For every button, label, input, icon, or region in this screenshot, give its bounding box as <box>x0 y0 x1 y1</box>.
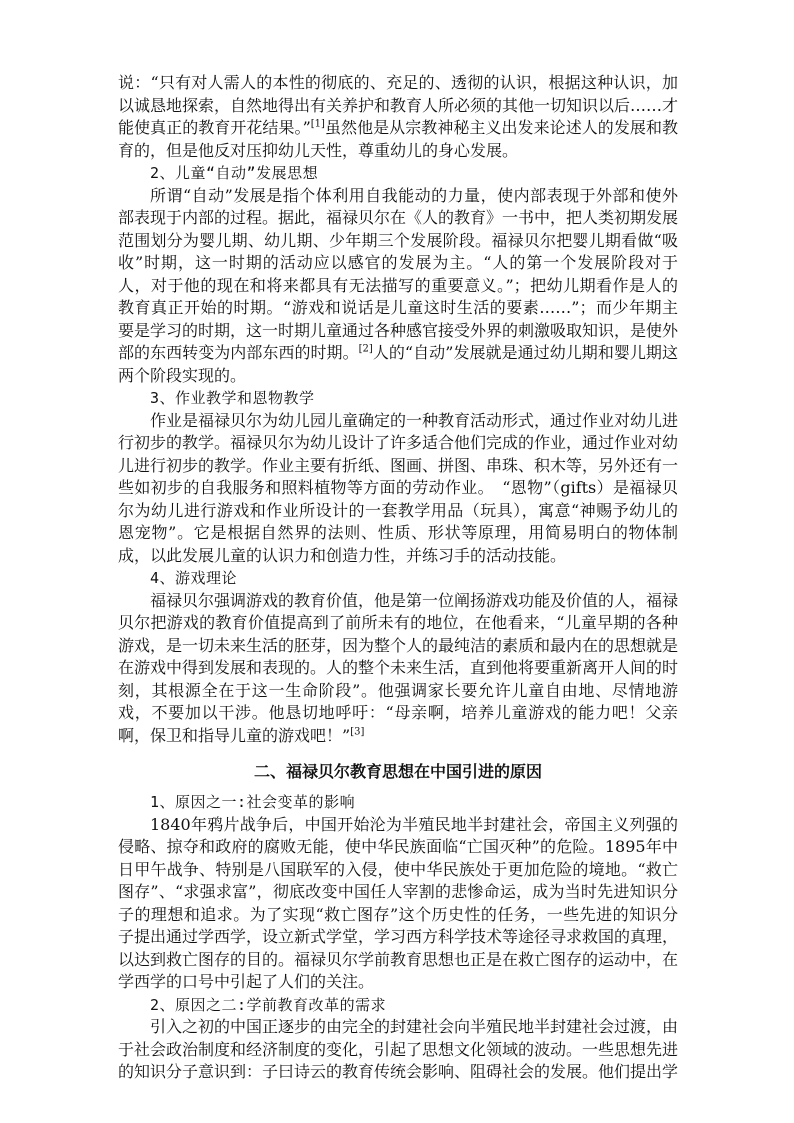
paragraph-reason-1: 1840年鸦片战争后，中国开始沦为半殖民地半封建社会，帝国主义列强的侵略、掠夺和政府的腐败无能，使中华民族面临“亡国灭种”的危险。1895年中日甲午战争、特别是八国联军的入侵，使中华民族处于更加危险的境地。“救亡图存”、“求强求富”，彻底改变中国任人宰割的悲惨命运，成为当时先进知识分子的理想和追求。为了实现“救亡图存”这个历史性的任务，一些先进的知识分子提出通过学西学，设立新式学堂，学习西方科学技术等途径寻求救国的真理，以达到救亡图存的目的。福禄贝尔学前教育思想也正是在救亡图存的运动中，在学西学的口号中引起了人们的关注。 <box>118 814 679 991</box>
citation-ref-3: [3] <box>350 726 365 738</box>
paragraph-work-and-gifts: 作业是福禄贝尔为幼儿园儿童确定的一种教育活动形式，通过作业对幼儿进行初步的教学。福禄贝尔为幼儿设计了许多适合他们完成的作业，通过作业对幼儿进行初步的教学。作业主要有折纸、图画、拼图、串珠、积木等，另外还有一些如初步的自我服务和照料植物等方面的劳动作业。 “恩物”（gifts）是福禄贝尔为幼儿进行游戏和作业所设计的一套教学用品（玩具），寓意“神赐予幼儿的恩宠物”。它是根据自然界的法则、性质、形状等原理，用简易明白的物体制成，以此发展儿童的认识力和创造力性，并练习手的活动技能。 <box>118 410 679 565</box>
subheading-auto-development: 2、儿童“自动”发展思想 <box>150 164 319 182</box>
subheading-reason-1: 1、原因之一:社会变革的影响 <box>150 793 356 811</box>
paragraph-intro: 说：“只有对人需人的本性的彻底的、充足的、透彻的认识，根据这种认识，加以诚恳地探索，自然地得出有关养护和教育人所必须的其他一切知识以后……才能使真正的教育开花结果。”[1]虽然他是从宗教神秘主义出发来论述人的发展和教育的，但是他反对压抑幼儿天性，尊重幼儿的身心发展。 <box>118 73 679 160</box>
paragraph-reason-2: 引入之初的中国正逐步的由完全的封建社会向半殖民地半封建社会过渡，由于社会政治制度和经济制度的变化，引起了思想文化领域的波动。一些思想先进的知识分子意识到：子曰诗云的教育传统会影响、阻碍社会的发展。他们提出学 <box>118 1017 679 1081</box>
citation-ref-1: [1] <box>310 118 325 130</box>
citation-ref-2: [2] <box>358 343 373 355</box>
paragraph-auto-development: 所谓“自动”发展是指个体利用自我能动的力量，使内部表现于外部和使外部表现于内部的过程。据此，福禄贝尔在《人的教育》一书中，把人类初期发展范围划分为婴儿期、幼儿期、少年期三个发展阶段。福禄贝尔把婴儿期看做“吸收”时期，这一时期的活动应以感官的发展为主。“人的第一个发展阶段对于人，对于他的现在和将来都具有无法描写的重要意义。”；把幼儿期看作是人的教育真正开始的时期。“游戏和说话是儿童这时生活的要素……”；而少年期主要是学习的时期，这一时期儿童通过各种感官接受外界的刺激吸取知识，是使外部的东西转变为内部东西的时期。[2]人的“自动”发展就是通过幼儿期和婴儿期这两个阶段实现的。 <box>118 185 679 385</box>
subheading-play-theory: 4、游戏理论 <box>150 569 238 587</box>
subheading-reason-2: 2、原因之二:学前教育改革的需求 <box>150 995 387 1014</box>
section-title: 二、福禄贝尔教育思想在中国引进的原因 <box>253 762 542 781</box>
paragraph-play-theory: 福禄贝尔强调游戏的教育价值，他是第一位阐扬游戏功能及价值的人，福禄贝尔把游戏的教育价值提高到了前所未有的地位，在他看来，“儿童早期的各种游戏，是一切未来生活的胚芽，因为整个人的最纯洁的素质和最内在的思想就是在游戏中得到发展和表现的。人的整个未来生活，直到他将要重新离开人间的时刻，其根源全在于这一生命阶段”。他强调家长要允许儿童自由地、尽情地游戏，不要加以干涉。他恳切地呼吁：“母亲啊，培养儿童游戏的能力吧！父亲啊，保卫和指导儿童的游戏吧！”[3] <box>118 590 679 745</box>
subheading-work-and-gifts: 3、作业教学和恩物教学 <box>150 389 315 407</box>
document-page <box>118 72 678 1084</box>
